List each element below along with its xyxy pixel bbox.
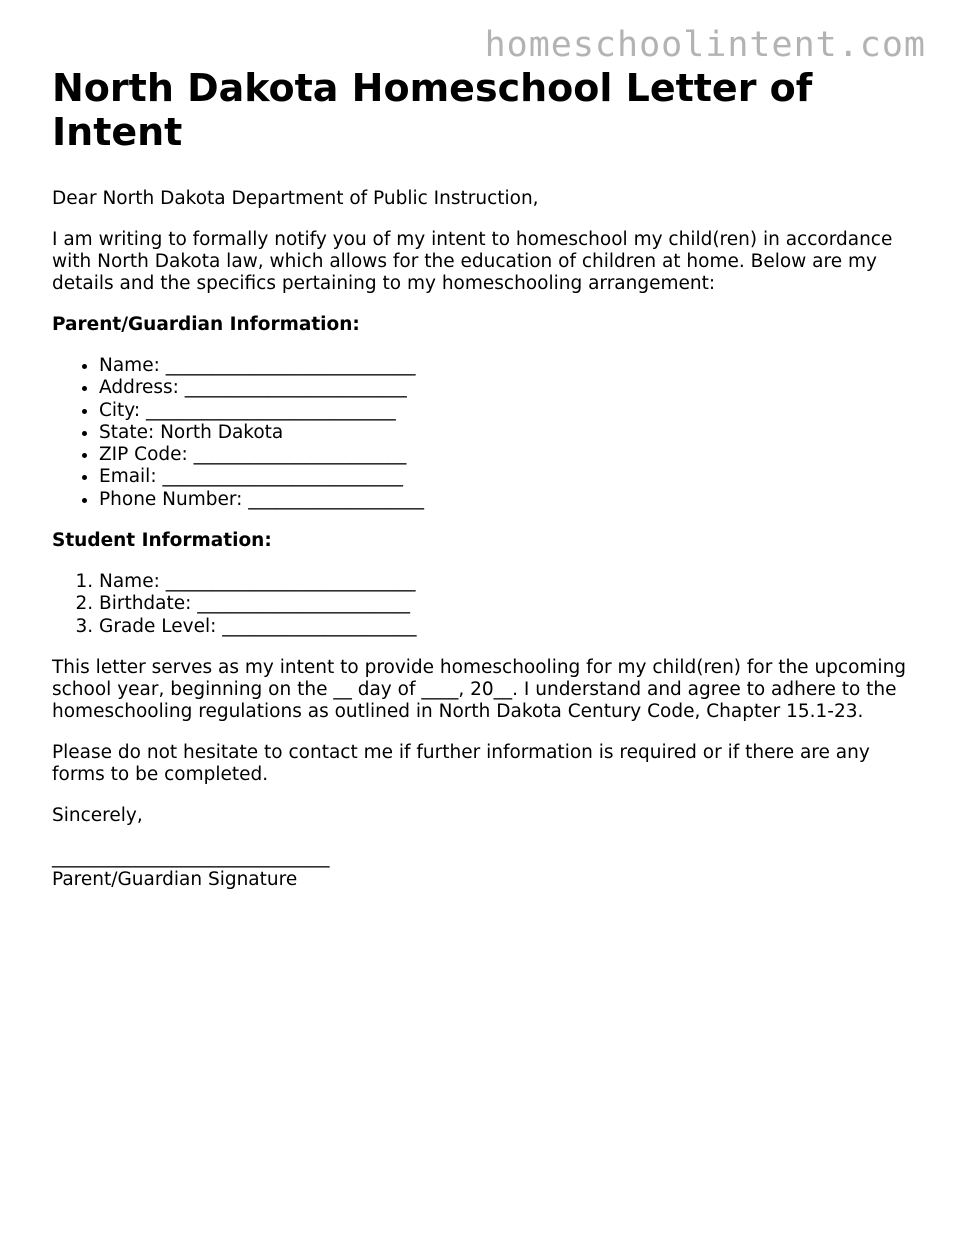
parent-address-field: • Address: ________________________ bbox=[99, 377, 912, 399]
parent-zip-field: • ZIP Code: _______________________ bbox=[99, 444, 912, 466]
salutation: Dear North Dakota Department of Public Instruction, bbox=[52, 188, 539, 209]
watermark: homeschoolintent.com bbox=[484, 25, 926, 65]
signature-label: Parent/Guardian Signature bbox=[52, 868, 298, 890]
intent-paragraph: This letter serves as my intent to provide homeschooling for my child(ren) for the upcoming school year, beginning on the __ day of ____, 20__. I understand and agree to adhere to the homeschooling regulations as outlined in North Dakota Century Code, Chapter 15.1-23. bbox=[52, 656, 907, 722]
student-birthdate-field: 2. Birthdate: _______________________ bbox=[99, 593, 912, 615]
student-grade-field: 3. Grade Level: _____________________ bbox=[99, 616, 912, 638]
contact-paragraph: Please do not hesitate to contact me if further information is required or if there are any forms to be completed. bbox=[52, 741, 870, 785]
page-title: North Dakota Homeschool Letter of Intent bbox=[52, 66, 813, 154]
parent-name-field: • Name: ___________________________ bbox=[99, 355, 912, 377]
parent-email-field: • Email: __________________________ bbox=[99, 466, 912, 488]
student-info-list bbox=[52, 571, 912, 638]
intro-paragraph: I am writing to formally notify you of my intent to homeschool my child(ren) in accordance with North Dakota law, which allows for the education of children at home. Below are my details and the specifics pertaining to my homeschooling arrangement: bbox=[52, 229, 893, 294]
closing: Sincerely, bbox=[52, 804, 143, 826]
parent-city-field: • City: ___________________________ bbox=[99, 400, 912, 422]
parent-phone-field: • Phone Number: ___________________ bbox=[99, 489, 912, 511]
parent-state-field: • State: North Dakota bbox=[99, 422, 912, 444]
letter-document bbox=[52, 66, 912, 891]
student-name-field: 1. Name: ___________________________ bbox=[99, 571, 912, 593]
parent-info-list bbox=[52, 355, 912, 511]
parent-section-heading: Parent/Guardian Information: bbox=[52, 314, 360, 335]
student-section-heading: Student Information: bbox=[52, 530, 272, 552]
signature-line: ______________________________ bbox=[52, 846, 330, 868]
